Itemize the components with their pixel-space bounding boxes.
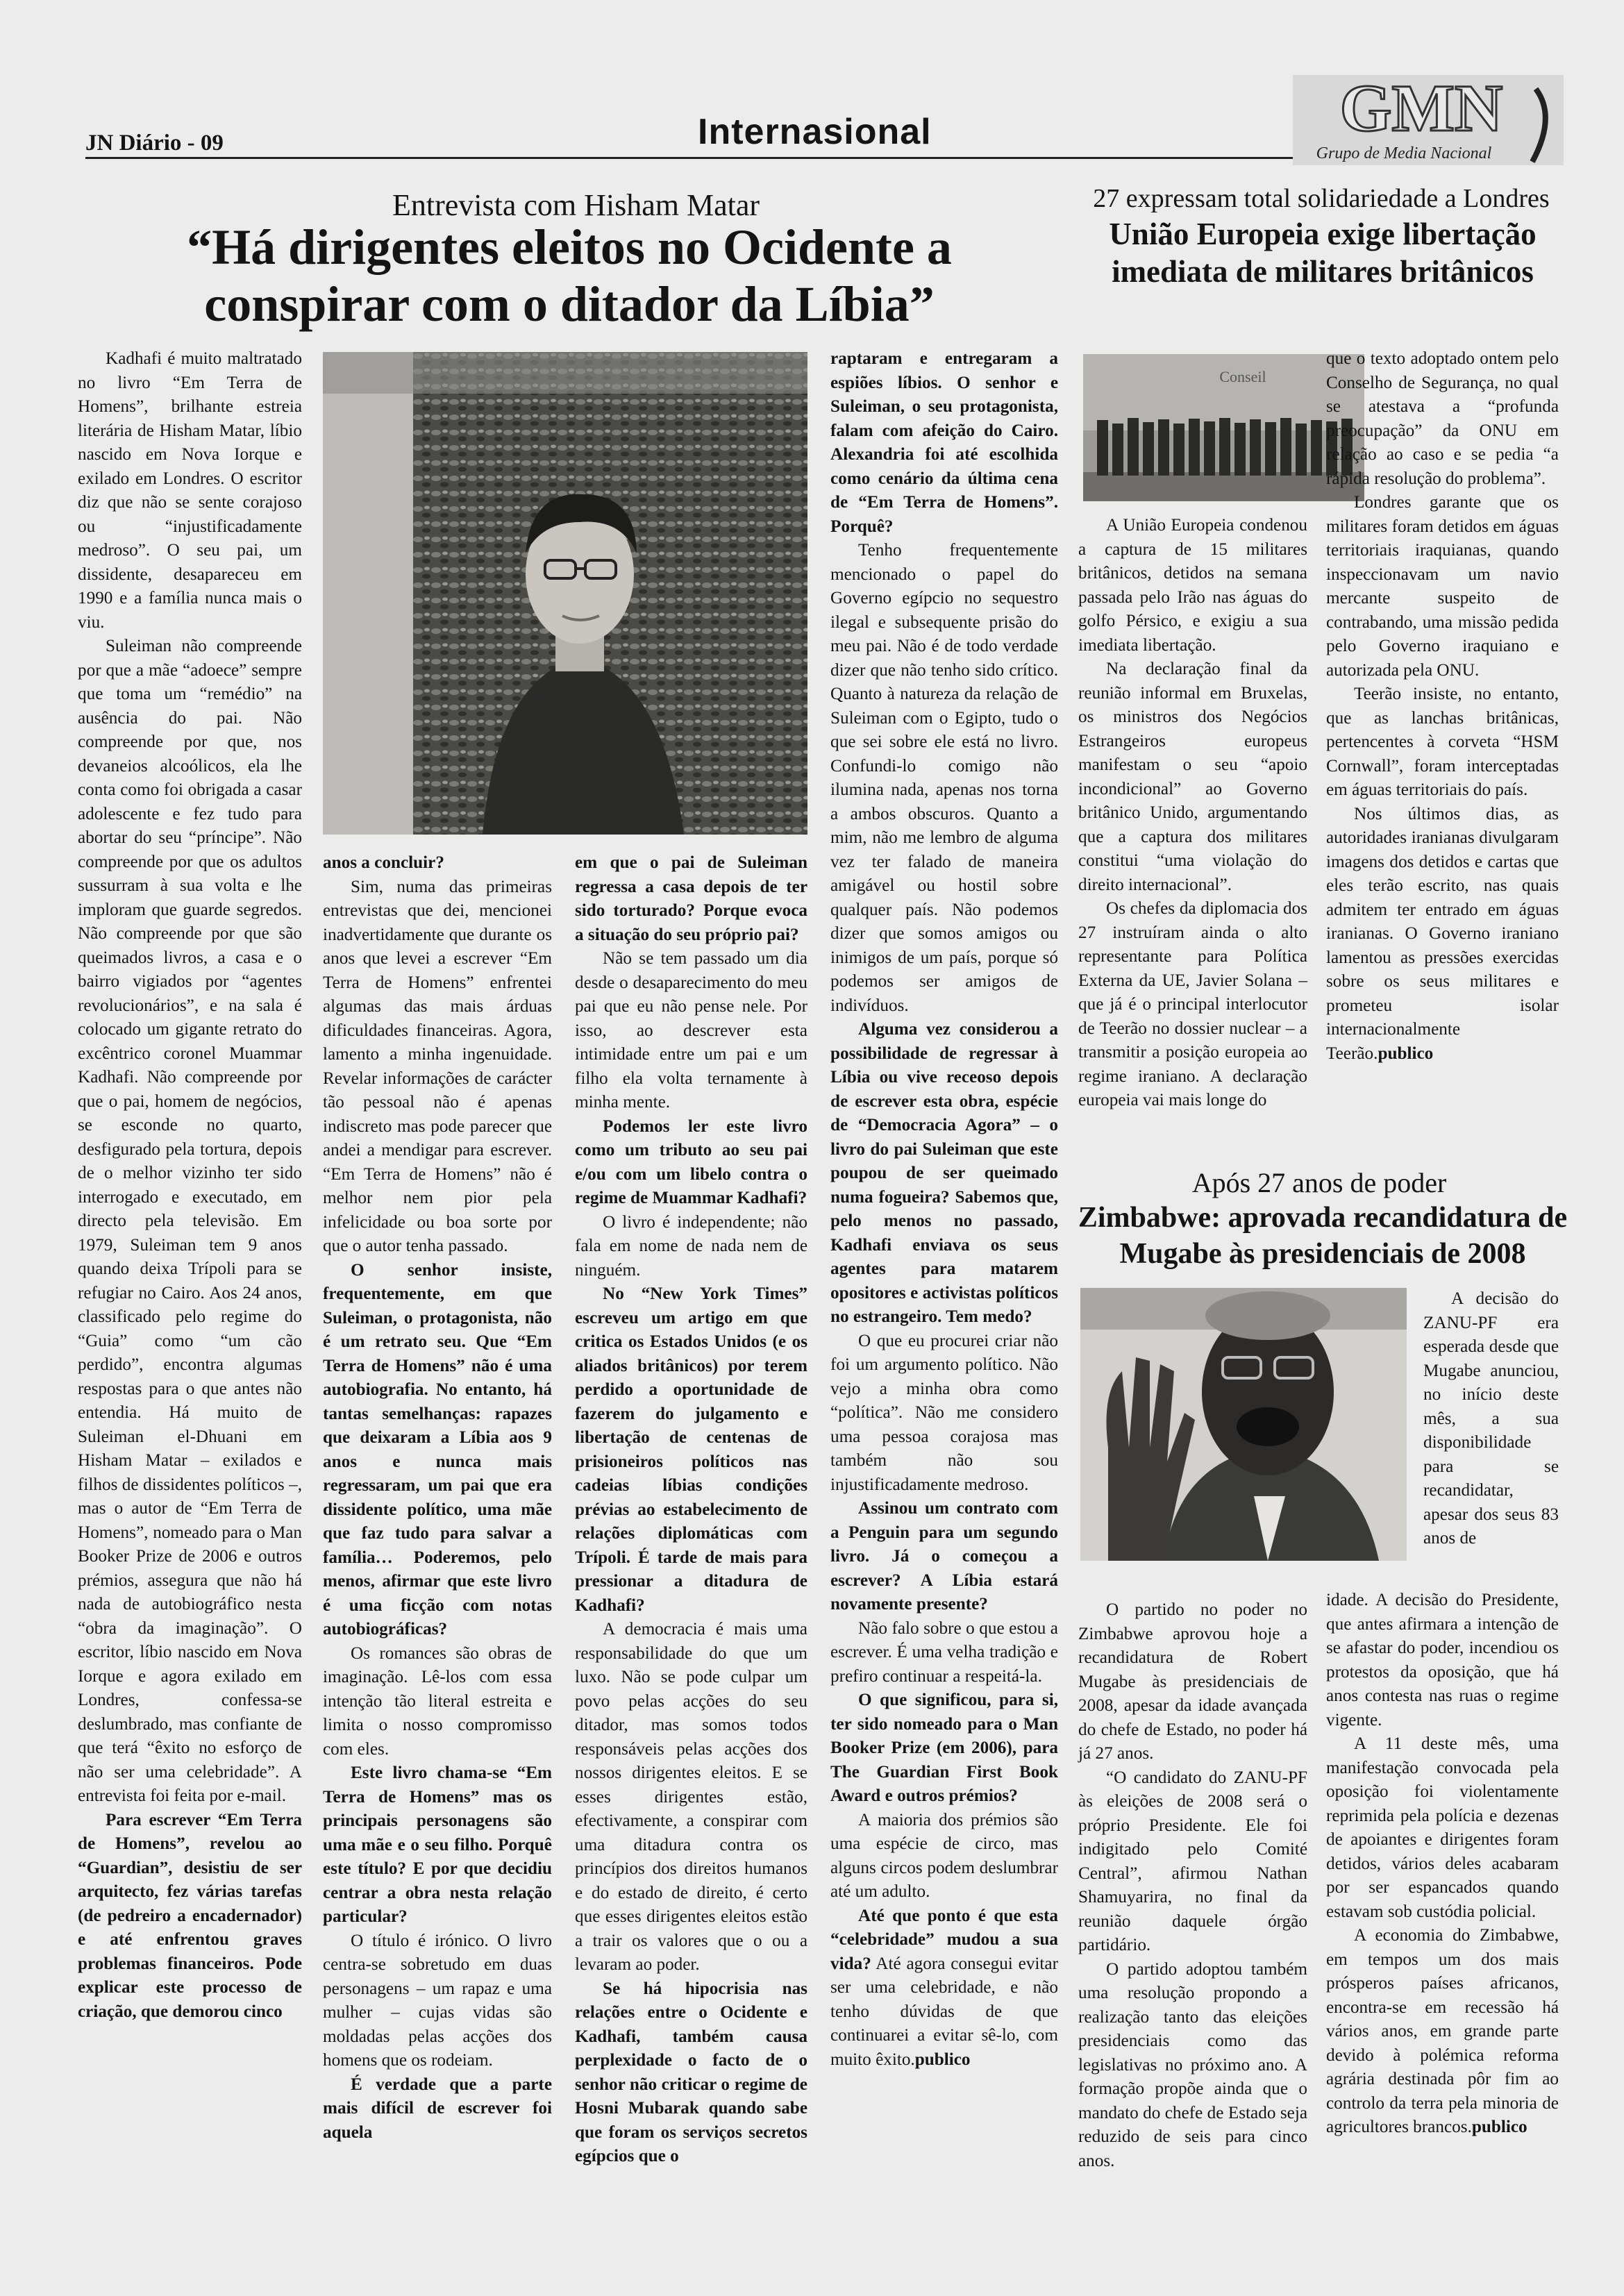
article1-col4 xyxy=(830,347,1058,2072)
paragraph: Na declaração final da reunião informal em Bruxelas, os ministros dos Negócios Estrangeiros europeus manifestam o seu “apoio incondicional” ao Governo britânico Unido, argumentando que a captura dos militares constitui “uma violação do direito internacional”. xyxy=(1078,660,1307,894)
question: anos a concluir? xyxy=(323,853,444,872)
paragraph-text: A economia do Zimbabwe, em tempos um dos mais prósperos países africanos, encontra-se em recessão há vários anos, em grande parte devido à polémica reforma agrária destinada pôr fim ao controlo da terra pela minoria de agricultores brancos. xyxy=(1326,1926,1559,2136)
article3-colB xyxy=(1326,1589,1559,2140)
paragraph: A decisão do ZANU-PF era esperada desde que Mugabe anunciou, no início deste mês, a sua disponibilidade para se recandidatar, apesar dos seus 83 anos de xyxy=(1423,1289,1559,1548)
question: É verdade que a parte mais difícil de escrever foi aquela xyxy=(323,2075,552,2142)
question: O que significou, para si, ter sido nomeado para o Man Booker Prize (em 2006), para The Guardian First Book Award e outros prémios? xyxy=(830,1691,1058,1805)
gmn-logo xyxy=(1293,75,1564,165)
article1-col2 xyxy=(323,851,552,2145)
question: O senhor insiste, frequentemente, em que Suleiman, o protagonista, não é um retrato seu. Que “Em Terra de Homens” não é uma autobiografia. No entanto, há tantas semelhanças: rapazes que deixaram a Líbia aos 9 anos e nunca mais regressaram, um pai que era dissidente político, uma mãe que faz tudo para salvar a família… Poderemos, pelo menos, afirmar que este livro é uma ficção com notas autobiográficas? xyxy=(323,1260,552,1639)
paragraph: Londres garante que os militares foram detidos em águas territoriais iraquianas, quando inspeccionavam um navio mercante suspeito de contrabando, uma missão pedida pelo Governo iraquiano e autorizada pela ONU. xyxy=(1326,493,1559,680)
article3-colA xyxy=(1078,1598,1307,2173)
paragraph: A União Europeia condenou a captura de 15 militares britânicos, detidos na semana passada pelo Irão nas águas do golfo Pérsico, e exigiu a sua imediata libertação. xyxy=(1078,516,1307,655)
paragraph: Não falo sobre o que estou a escrever. É uma velha tradição e prefiro continuar a respeitá-la. xyxy=(830,1618,1058,1686)
article2-colA xyxy=(1078,514,1307,1113)
paragraph: Kadhafi é muito maltratado no livro “Em Terra de Homens”, brilhante estreia literária de Hisham Matar, líbio nascido em Nova Iorque e exilado em Londres. O escritor diz que não se sente corajoso ou “injustificadamente medroso”. O seu pai, um dissidente, desapareceu em 1990 e a família nunca mais o viu. xyxy=(78,349,302,632)
article2-kicker: 27 expressam total solidariedade a Londres xyxy=(1093,184,1550,213)
question: No “New York Times” escreveu um artigo em que critica os Estados Unidos (e os aliados britânicos) por terem perdido a oportunidade de fazerem do julgamento e libertação de centenas de prisioneiros políticos nas cadeias líbias condições prévias ao estabelecimento de relações diplomáticas com Trípoli. É tarde de mais para pressionar a ditadura de Kadhafi? xyxy=(575,1284,807,1615)
logo-subtitle: Grupo de Media Nacional xyxy=(1316,144,1492,162)
paragraph-final xyxy=(1326,803,1559,1066)
article3-col-right-top xyxy=(1423,1287,1559,1551)
paragraph: Tenho frequentemente mencionado o papel do Governo egípcio no sequestro ilegal e subsequente prisão do meu pai. Não é de todo verdade dizer que não tenho sido crítico. Quanto à natureza da relação de Suleiman com o Egipto, tudo o que sei sobre ele está no livro. Confundi-lo comigo não ilumina nada, apenas nos torna a ambos obscuros. Quanto a mim, não me lembro de alguma vez ter falado de maneira amigável ou hostil sobre qualquer país. Não podemos dizer que somos amigos ou inimigos de um país, porque só podemos ser amigos de indivíduos. xyxy=(830,541,1058,1015)
paragraph: O partido adoptou também uma resolução propondo a realização tanto das eleições presidenciais como das legislativas no próximo ano. A formação propõe ainda que o mandato do chefe de Estado seja reduzido de seis para cinco anos. xyxy=(1078,1959,1307,2170)
paragraph-final xyxy=(830,1904,1058,2072)
paragraph-text: Nos últimos dias, as autoridades iranianas divulgaram imagens dos detidos e cartas que eles terão escrito, nas quais admitem ter entrado em águas iranianas. O Governo iraniano lamentou as pressões exercidas sobre os seus militares e prometeu isolar internacionalmente Teerão. xyxy=(1326,804,1559,1063)
paragraph: Não se tem passado um dia desde o desaparecimento do meu pai que eu não pense nele. Por isso, ao descrever esta intimidade entre um pai e um filho ela volta ternamente à minha mente. xyxy=(575,949,807,1112)
signature: publico xyxy=(914,2050,971,2069)
article1-kicker: Entrevista com Hisham Matar xyxy=(392,188,760,222)
section-title: Internasional xyxy=(698,112,932,152)
paragraph: O que eu procurei criar não foi um argumento político. Não vejo a minha obra como “política”. Não me considero uma pessoa corajosa mas também não sou injustificadamente medroso. xyxy=(830,1331,1058,1494)
question: Para escrever “Em Terra de Homens”, revelou ao “Guardian”, desistiu de ser arquitecto, fez várias tarefas (de pedreiro a encadernador) e até enfrentou graves problemas financeiros. Pode explicar este processo de criação, que demorou cinco xyxy=(78,1810,302,2021)
question: Assinou um contrato com a Penguin para um segundo livro. Já o começou a escrever? A Líbia estará novamente presente? xyxy=(830,1499,1058,1614)
mugabe-photo xyxy=(1080,1288,1407,1561)
question: Se há hipocrisia nas relações entre o Ocidente e Kadhafi, também causa perplexidade o facto de o senhor não criticar o regime de Hosni Mubarak quando sabe que foram os serviços secretos egípcios que o xyxy=(575,1979,807,2165)
paragraph: idade. A decisão do Presidente, que antes afirmara a intenção de se afastar do poder, incendiou os protestos da oposição, que há anos contesta nas ruas o regime vigente. xyxy=(1326,1591,1559,1729)
article1-col1 xyxy=(78,347,302,2024)
question: Este livro chama-se “Em Terra de Homens” mas os principais personagens são uma mãe e o seu filho. Porquê este título? E por que decidiu centrar a obra nesta relação particular? xyxy=(323,1763,552,1926)
paragraph: “O candidato do ZANU-PF às eleições de 2008 será o próprio Presidente. Ele foi indigitado pelo Comité Central”, afirmou Nathan Shamuyarira, no final da reunião daquele órgão partidário. xyxy=(1078,1768,1307,1954)
question: Alguma vez considerou a possibilidade de regressar à Líbia ou vive receoso depois de escrever esta obra, espécie de “Democracia Agora” – o livro do pai Suleiman que este poupou de ser queimado numa fogueira? Sabemos que, pelo menos no passado, Kadhafi enviava os seus agentes para matarem opositores e activistas políticos no estrangeiro. Tem medo? xyxy=(830,1020,1058,1326)
article2-title: União Europeia exige libertação imediata de militares britânicos xyxy=(1109,217,1537,289)
question: raptaram e entregaram a espiões líbios. O senhor e Suleiman, o seu protagonista, falam com afeição do Cairo. Alexandria foi até escolhida como cenário da última cena de “Em Terra de Homens”. Porquê? xyxy=(830,349,1058,536)
photo-sign-text: Conseil xyxy=(1219,368,1266,385)
question: Podemos ler este livro como um tributo ao seu pai e/ou com um libelo contra o regime de Muammar Kadhafi? xyxy=(575,1116,807,1207)
paragraph: O título é irónico. O livro centra-se sobretudo em duas personagens – um rapaz e uma mulher – cujas vidas são moldadas pelas acções dos homens que os rodeiam. xyxy=(323,1931,552,2070)
paragraph: Suleiman não compreende por que a mãe “adoece” sempre que toma um “remédio” na ausência do pai. Não compreende por que, nos devaneios alcoólicos, ela lhe conta como foi obrigada a casar adolescente e fez tudo para abortar do seu “príncipe”. Não compreende por que os adultos sussurram à sua volta e lhe imploram que guarde segredos. Não compreende por que são queimados livros, a casa e o bairro vigiados por “agentes revolucionários”, e na sala é colocado um gigante retrato do excêntrico coronel Muammar Kadhafi. Não compreende por que o pai, homem de negócios, se esconde no quarto, desfigurado pela tortura, depois de o melhor vizinho ter sido interrogado e executado, em directo pela televisão. Em 1979, Suleiman tem 9 anos quando deixa Trípoli para se refugiar no Cairo. Aos 24 anos, classificado pelo regime do “Guia” como “um cão perdido”, encontra algumas respostas para o que antes não entendia. Há muito de Suleiman el-Dhuani em Hisham Matar – exilados e filhos de dissidentes políticos –, mas o autor de “Em Terra de Homens”, nomeado para o Man Booker Prize de 2006 e outros prémios, assegura que não há nada de autobiográfico nesta “obra da imaginação”. O escritor, líbio nascido em Nova Iorque e agora exilado em Londres, confessa-se deslumbrado, mas confiante de que terá “êxito no esforço de não ser uma celebridade”. A entrevista foi feita por e-mail. xyxy=(78,637,302,1805)
paragraph-final xyxy=(1326,1924,1559,2140)
paragraph: que o texto adoptado ontem pelo Conselho de Segurança, no qual se atestava a “profunda preocupação” da ONU em relação ao caso e se pedia “a rápida resolução do problema”. xyxy=(1326,349,1559,488)
article3-kicker: Após 27 anos de poder xyxy=(1191,1167,1447,1198)
article3-title: Zimbabwe: aprovada recandidatura de Mugabe às presidenciais de 2008 xyxy=(1078,1202,1568,1270)
paragraph: A 11 deste mês, uma manifestação convocada pela oposição foi violentamente reprimida pela polícia e dezenas de apoiantes e dirigentes foram detidos, vários deles acabaram por ser espancados quando estavam sob custódia policial. xyxy=(1326,1734,1559,1921)
paragraph: O livro é independente; não fala em nome de nada nem de ninguém. xyxy=(575,1212,807,1280)
paragraph: Teerão insiste, no entanto, que as lanchas britânicas, pertencentes à corveta “HSM Cornwall”, foram interceptadas em águas territoriais do país. xyxy=(1326,685,1559,799)
answer-tail: Até agora consegui evitar ser uma celebridade, e não tenho dúvidas de que continuarei a evitar sê-lo, com muito êxito. xyxy=(830,1954,1058,2069)
question: Até que ponto é que esta “celebridade” mudou a sua vida? xyxy=(830,1906,1058,1973)
paragraph: Sim, numa das primeiras entrevistas que dei, mencionei inadvertidamente que durante os anos que levei a escrever “Em Terra de Homens” enfrentei algumas das mais árduas dificuldades financeiras. Agora, lamento a minha ingenuidade. Revelar informações de carácter tão pessoal não é apenas indiscreto mas pode parecer que andei a mendigar para escrever. “Em Terra de Homens” não é melhor nem pior pela infelicidade ou boa sorte por que o autor tenha passado. xyxy=(323,877,552,1255)
hisham-matar-photo xyxy=(323,352,807,835)
signature: publico xyxy=(1471,2118,1527,2136)
eu-ministers-photo xyxy=(1083,354,1364,501)
paragraph: Os chefes da diplomacia dos 27 instruíram ainda o alto representante para Política Externa da UE, Javier Solana – que já é o principal interlocutor de Teerão no dossier nuclear – a transmitir a posição europeia ao regime iraniano. A declaração europeia vai mais longe do xyxy=(1078,899,1307,1109)
question: em que o pai de Suleiman regressa a casa depois de ter sido torturado? Porque evoca a situação do seu próprio pai? xyxy=(575,853,807,944)
article1-col3 xyxy=(575,851,807,2169)
page-number: JN Diário - 09 xyxy=(85,131,224,156)
signature: publico xyxy=(1378,1044,1434,1063)
article2-colB xyxy=(1326,347,1559,1066)
paragraph: O partido no poder no Zimbabwe aprovou hoje a recandidatura de Robert Mugabe às presidenciais de 2008, apesar da idade avançada do chefe de Estado, no poder há já 27 anos. xyxy=(1078,1600,1307,1763)
paragraph: A maioria dos prémios são uma espécie de circo, mas alguns circos podem deslumbrar até um adulto. xyxy=(830,1810,1058,1901)
logo-text: GMN xyxy=(1339,75,1503,145)
paragraph: A democracia é mais uma responsabilidade do que um luxo. Não se pode culpar um povo pelas acções do seu ditador, mas somos todos responsáveis pelas acções dos nossos dirigentes eleitos. E se esses dirigentes estão, efectivamente, a conspirar com uma ditadura contra os princípios dos direitos humanos e do estado de direito, é certo que esses dirigentes eleitos estão a trair os valores que o ou a levaram ao poder. xyxy=(575,1620,807,1974)
article1-title: “Há dirigentes eleitos no Ocidente a conspirar com o ditador da Líbia” xyxy=(187,219,952,332)
paragraph: Os romances são obras de imaginação. Lê-los com essa intenção tão literal estreita e limita o nosso compromisso com eles. xyxy=(323,1643,552,1759)
